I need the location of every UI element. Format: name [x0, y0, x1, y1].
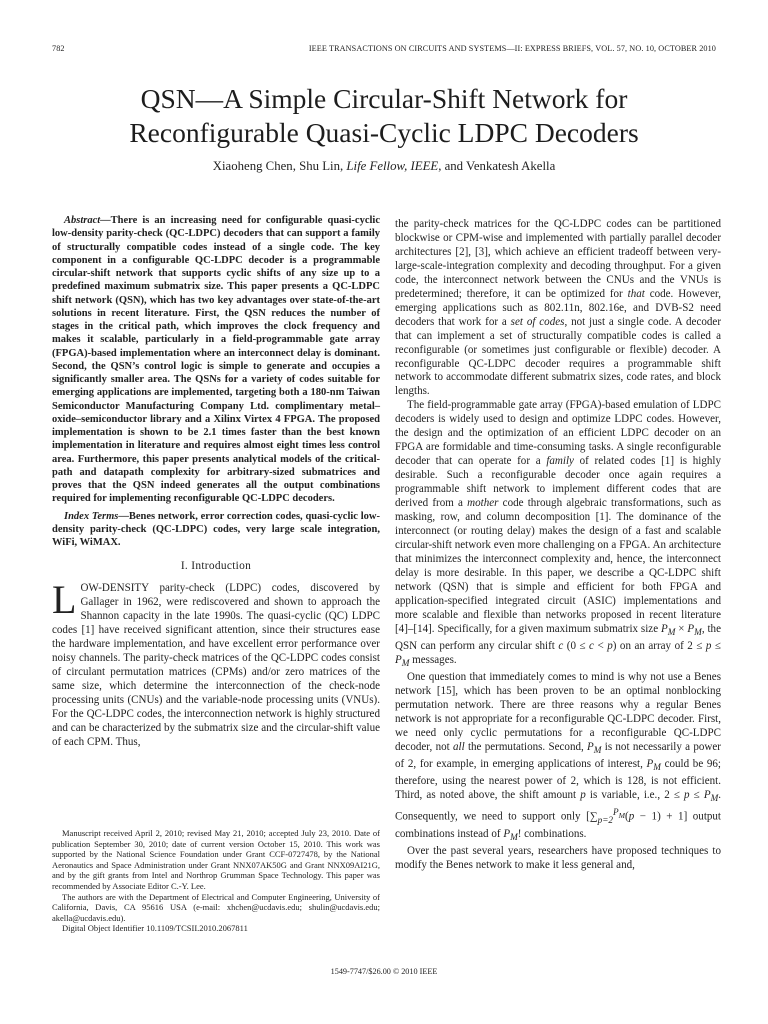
- emphasis: that: [627, 287, 645, 300]
- index-terms: [52, 510, 380, 550]
- text-run: − 1) + 1] output combinations instead of: [395, 810, 722, 840]
- abstract-text: —There is an increasing need for configurable quasi-cyclic low-density parity-check (QC-LDPC) decoders that can support a family of structurally compatible codes instead of a single code. The key component in a configurable QC-LDPC decoder is a programmable circular-shift network that supports cyclic shifts of any size up to a predefined maximum submatrix size. This paper presents a QC-LDPC shift network (QSN), which has two key advantages over state-of-the-art solutions in recent literature. First, the QSN reduces the number of stages in the critical path, which improves the clock frequency and makes it scalable, particularly in a field-programmable gate array (FPGA)-based implementation where an interconnect delay is dominant. Second, the QSN’s control logic is simple to generate and occupies a significantly smaller area. The QSNs for a variety of codes suitable for emerging applications are implemented, targeting both a 180-nm Taiwan Semiconductor Manufacturing Company Ltd. complimentary metal–oxide–semiconductor library and a Xilinx Virtex 4 FPGA. The proposed implementation is shown to be 2.1 times faster than the best known implementation in literature and requires almost eight times less control area. Furthermore, this paper presents analytical models of the critical-path and datapath complexity for arbitrary-sized submatrices and proves that the QSN indeed generates all the output combinations required for implementing reconfigurable QC-LDPC decoders.: [52, 215, 380, 505]
- emphasis: set of codes: [510, 315, 565, 328]
- math-symbol: p: [705, 639, 712, 652]
- text-run: (: [625, 810, 629, 823]
- section-heading-introduction: I. Introduction: [180, 560, 252, 573]
- text-run: the permutations. Second,: [464, 740, 588, 753]
- math-symbol: P: [395, 653, 402, 666]
- math-symbol: P: [646, 757, 654, 770]
- math-subscript: M: [667, 626, 676, 637]
- text-run: (0 ≤: [563, 639, 590, 652]
- emphasis: family: [546, 455, 574, 468]
- math-superscript: [613, 807, 626, 820]
- page-number: 782: [52, 44, 65, 53]
- copyright-footer: 1549-7747/$26.00 © 2010 IEEE: [330, 967, 438, 976]
- intro-paragraph-1: [52, 577, 380, 749]
- math-symbol: p: [580, 788, 586, 801]
- text-run: the parity-check matrices for the QC-LDPC codes can be partitioned blockwise or CPM-wise and implemented with partially parallel decoder architectures [2], [3], which achieve an efficient tradeoff between very-large-scale-integration complexity and decoding throughput. For a given code, the interconnect network between the CNUs and the VNUs is predetermined; therefore, it can be optimized for: [395, 218, 721, 300]
- text-run: , not just a single code. A decoder that can implement a set of structurally compatible codes is called a reconfigurable (or sometimes just configurable or flexible) decoder. A reconfigurable QC-LDPC decoder requires a programmable shift network to accommodate different submatrix sizes, code rates, and block lengths.: [395, 315, 721, 398]
- text-run: ) on an array of 2 ≤: [612, 639, 706, 652]
- text-run: messages.: [409, 653, 457, 666]
- text-run: could be 96; therefore, using the nearest power of 2, which is 128, is not efficient. Third, as noted above, the shift amount: [395, 757, 722, 801]
- math-symbol: P: [587, 740, 594, 753]
- abstract: [52, 214, 380, 506]
- text-run: The field-programmable gate array (FPGA)-based emulation of LDPC decoders is widely used to design and optimize LDPC codes. However, the design and the optimization of an efficient LDPC decoder on an FPGA are formidable and time-consuming tasks. A single reconfigurable decoder that can operate for a: [395, 399, 721, 468]
- math-operator: ×: [675, 622, 688, 635]
- journal-name: IEEE TRANSACTIONS ON CIRCUITS AND SYSTEMS—II: EXPRESS BRIEFS, VOL. 57, NO. 10, OCTOBER 2010: [308, 44, 716, 53]
- math-subscript: M: [694, 626, 702, 637]
- math-subscript: M: [653, 762, 661, 773]
- text-run: ≤: [689, 788, 704, 801]
- math-symbol: P: [703, 788, 711, 801]
- right-paragraph-1: [395, 218, 721, 399]
- text-run: ! combinations.: [517, 827, 587, 840]
- authors-part-2: , and Venkatesh Akella: [438, 159, 556, 173]
- text-run: . Consequently, we need to support only [∑: [395, 788, 721, 823]
- math-subscript: M: [710, 793, 719, 804]
- math-subscript: M: [401, 657, 410, 668]
- emphasis: mother: [467, 497, 499, 510]
- footnote-doi: Digital Object Identifier 10.1109/TCSII.2010.2067811: [62, 923, 248, 934]
- text-run: <: [593, 639, 608, 652]
- math-subscript: M: [510, 832, 518, 843]
- math-symbol: P: [687, 622, 695, 635]
- math-symbol: p: [684, 788, 690, 801]
- emphasis: all: [452, 740, 465, 753]
- abstract-label: Abstract: [64, 215, 101, 226]
- text-run: ≤: [711, 639, 721, 652]
- right-paragraph-2: [395, 399, 721, 671]
- authors-fellow: Life Fellow, IEEE: [346, 159, 439, 173]
- text-run: , the QSN can perform any circular shift: [395, 622, 721, 652]
- index-terms-label: Index Terms: [64, 510, 119, 522]
- math-symbol: P: [661, 622, 668, 635]
- text-run: code. However, emerging applications such as 802.11n, 802.16e, and DVB-S2 need decoders that work for a: [395, 287, 721, 328]
- text-run: is variable, i.e., 2 ≤: [585, 788, 684, 801]
- authors-part-1: Xiaoheng Chen, Shu Lin,: [212, 159, 347, 173]
- math-subscript: M: [618, 810, 626, 820]
- index-terms-text: —Benes network, error correction codes, quasi-cyclic low-density parity-check (QC-LDPC) codes, very large scale integration, WiFi, WiMAX.: [52, 510, 380, 548]
- intro-paragraph-1-text: OW-DENSITY parity-check (LDPC) codes, discovered by Gallager in 1962, were rediscovered and shown to approach the Shannon capacity in the late 1990s. The quasi-cyclic (QC) LDPC codes [1] have received significant attention, since their structures ease the hardware implementation, and have excellent error performance over noisy channels. The parity-check matrices of the QC-LDPC codes consist of circulant permutation matrices (CPMs) and/or zero matrices of the same size, which determine the interconnection of the check-node processing units (CNUs) and the variable-node processing units (VNUs). For the QC-LDPC codes, the interconnection network is highly structured and can be characterized by the submatrix size and the circular-shift value of each CPM. Thus,: [52, 582, 380, 748]
- math-symbol: P: [613, 807, 619, 818]
- math-subscript: p=2: [597, 814, 614, 825]
- math-subscript: M: [593, 744, 602, 755]
- drop-cap: L: [52, 577, 77, 623]
- author-list: [40, 159, 728, 174]
- math-symbol: P: [503, 827, 511, 840]
- right-column: [395, 218, 721, 873]
- paper-title: [40, 82, 728, 150]
- title-line-2: Reconfigurable Quasi-Cyclic LDPC Decoders: [129, 117, 639, 148]
- title-line-1: QSN—A Simple Circular-Shift Network for: [140, 83, 628, 114]
- right-paragraph-3: [395, 671, 721, 845]
- footnote-manuscript: Manuscript received April 2, 2010; revised May 21, 2010; accepted July 23, 2010. Date of publication September 30, 2010; date of current version October 15, 2010. This work was supported by the National Science Foundation under Grant CCF-0727478, by the National Aeronautics and Space Administration under Grant NNX07AK50G and Grant NNX09AI21G, and by the gift grants from Intel and Northrop Grumman Space Technology. This paper was recommended by Associate Editor C.-Y. Lee.: [52, 828, 380, 891]
- text-run: code through algebraic transformations, such as masking, row, and column decomposition [1]. The dominance of the interconnect (or routing delay) makes the design of a fast and scalable circular-shift network even more challenging on a FPGA. An architecture that minimizes the interconnect complexity and, hence, the interconnect delay is more desirable. In this paper, we describe a QC-LDPC shift network (QSN) that is simple and efficient for both FPGA and application-specified integrated circuit (ASIC) implementations and more scalable and flexible than networks proposed in recent literature [4]–[14]. Specifically, for a given maximum submatrix size: [395, 497, 721, 635]
- math-symbol: c: [589, 639, 594, 652]
- math-symbol: c: [558, 639, 564, 652]
- running-header: [52, 44, 716, 58]
- right-paragraph-4: Over the past several years, researchers have proposed techniques to modify the Benes network to make it less general and,: [395, 845, 721, 872]
- text-run: is not necessarily a power of 2, for example, in emerging applications of interest,: [395, 740, 721, 770]
- math-symbol: p: [628, 810, 635, 823]
- first-page-footnote: [52, 828, 380, 934]
- left-column: [52, 214, 380, 750]
- math-symbol: p: [607, 639, 613, 652]
- text-run: One question that immediately comes to mind is why not use a Benes network [15], which has been proven to be an optimal nonblocking permutation network. There are three reasons why a regular Benes network is not appropriate for a reconfigurable QC-LDPC decoder. First, we need only cyclic permutations for a reconfigurable QC-LDPC decoder, not: [395, 670, 721, 753]
- footnote-affiliation: The authors are with the Department of Electrical and Computer Engineering, University of California, Davis, CA 95616 USA (e-mail: xhchen@ucdavis.edu; shulin@ucdavis.edu; akella@ucdavis.edu).: [52, 891, 380, 923]
- text-run: of related codes [1] is highly desirable. Such a reconfigurable decoder once again requires a programmable shift network to implement different codes that are derived from a: [395, 455, 721, 510]
